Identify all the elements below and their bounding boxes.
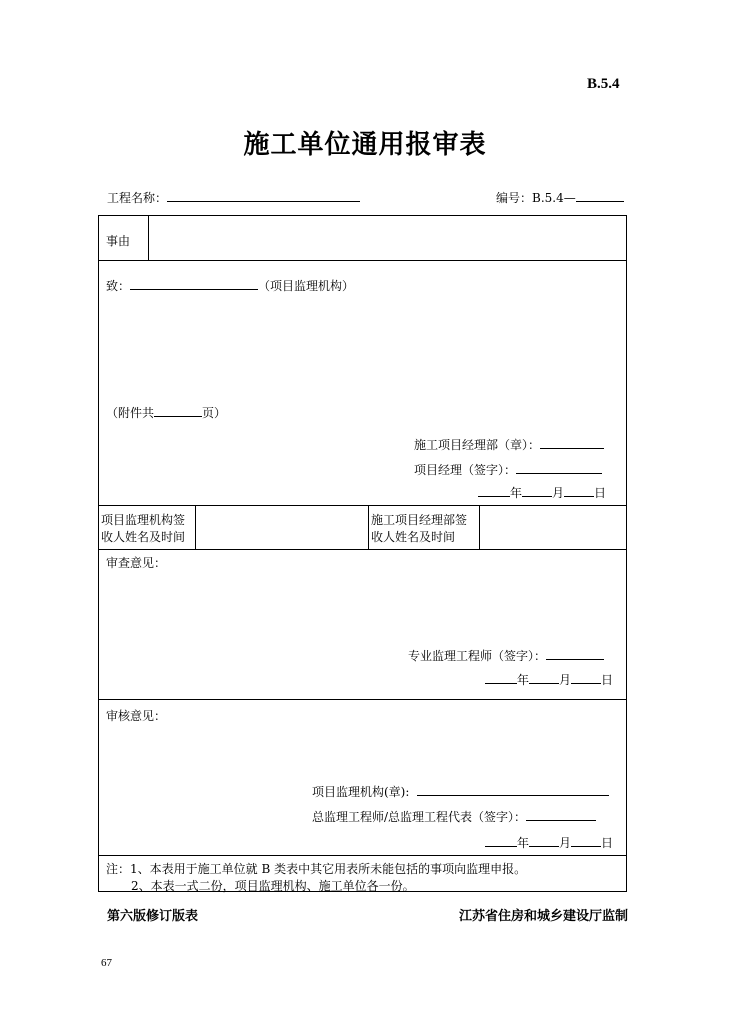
subject-field[interactable] (150, 218, 624, 258)
form-code: B.5.4 (587, 76, 620, 92)
column-divider (148, 216, 149, 260)
project-name-field[interactable] (167, 189, 360, 202)
contractor-receipt-label (371, 512, 467, 546)
attachment-suffix: 页） (202, 406, 227, 420)
chief-sign-field[interactable] (526, 808, 596, 821)
attachment-row (106, 404, 226, 421)
attachment-prefix: （附件共 (106, 406, 155, 420)
year-field[interactable] (485, 834, 517, 847)
org-seal-label: 项目监理机构(章): (312, 785, 410, 799)
contractor-dept-row (414, 436, 604, 453)
note-line-1: 注：1、本表用于施工单位就 B 类表中其它用表所未能包括的事项向监理申报。 (106, 862, 527, 876)
subject-label: 事由 (106, 234, 131, 248)
audit-label: 审核意见： (106, 709, 167, 723)
pm-sign-label: 项目经理（签字）： (414, 463, 517, 477)
month-label: 月 (552, 486, 565, 500)
receipt-label-line: 收人姓名及时间 (371, 530, 456, 544)
org-seal-row (312, 783, 609, 800)
year-label: 年 (517, 673, 530, 687)
column-divider (479, 505, 480, 549)
form-number-label: 编号：B.5.4— (496, 191, 576, 205)
to-suffix: （项目监理机构） (258, 279, 355, 293)
date-row-3 (485, 834, 613, 851)
row-divider (99, 549, 626, 550)
engineer-sign-label: 专业监理工程师（签字）： (408, 649, 547, 663)
chief-sign-label: 总监理工程师/总监理工程代表（签字）： (312, 810, 527, 824)
year-label: 年 (510, 486, 523, 500)
footer-edition: 第六版修订版表 (107, 909, 199, 924)
month-label: 月 (559, 673, 572, 687)
row-divider (99, 855, 626, 856)
note-line-2: 2、本表一式二份，项目监理机构、施工单位各一份。 (131, 879, 415, 893)
project-name-label: 工程名称： (107, 191, 168, 205)
month-field[interactable] (529, 834, 559, 847)
contractor-dept-label: 施工项目经理部（章）： (414, 438, 541, 452)
to-row (106, 277, 354, 294)
day-label: 日 (601, 836, 614, 850)
project-name-row (107, 189, 360, 206)
page-number: 67 (101, 957, 112, 969)
contractor-dept-field[interactable] (540, 436, 604, 449)
month-field[interactable] (522, 484, 552, 497)
supervisor-receipt-field[interactable] (197, 507, 367, 547)
attachment-pages-field[interactable] (154, 404, 202, 417)
form-table (98, 215, 627, 892)
month-field[interactable] (529, 671, 559, 684)
column-divider (368, 505, 369, 549)
column-divider (195, 505, 196, 549)
receipt-label-line: 收人姓名及时间 (101, 530, 186, 544)
to-label: 致： (106, 279, 131, 293)
form-number-row (496, 189, 624, 206)
year-field[interactable] (485, 671, 517, 684)
day-label: 日 (601, 673, 614, 687)
to-field[interactable] (130, 277, 258, 290)
org-seal-field[interactable] (417, 783, 609, 796)
page-title: 施工单位通用报审表 (243, 130, 487, 160)
year-label: 年 (517, 836, 530, 850)
day-field[interactable] (571, 671, 601, 684)
date-row-1 (478, 484, 606, 501)
form-number-field[interactable] (576, 189, 624, 202)
receipt-label-line: 项目监理机构签 (101, 513, 186, 527)
row-divider (99, 260, 626, 261)
year-field[interactable] (478, 484, 510, 497)
supervisor-receipt-label (101, 512, 185, 546)
engineer-sign-field[interactable] (546, 647, 604, 660)
receipt-label-line: 施工项目经理部签 (371, 513, 468, 527)
review-label: 审查意见： (106, 556, 167, 570)
pm-sign-row (414, 461, 602, 478)
row-divider (99, 699, 626, 700)
pm-sign-field[interactable] (516, 461, 602, 474)
day-field[interactable] (571, 834, 601, 847)
contractor-receipt-field[interactable] (481, 507, 624, 547)
footer-issuer: 江苏省住房和城乡建设厅监制 (459, 909, 629, 924)
chief-sign-row (312, 808, 596, 825)
row-divider (99, 505, 626, 506)
month-label: 月 (559, 836, 572, 850)
date-row-2 (485, 671, 613, 688)
engineer-sign-row (408, 647, 604, 664)
day-field[interactable] (564, 484, 594, 497)
day-label: 日 (594, 486, 607, 500)
